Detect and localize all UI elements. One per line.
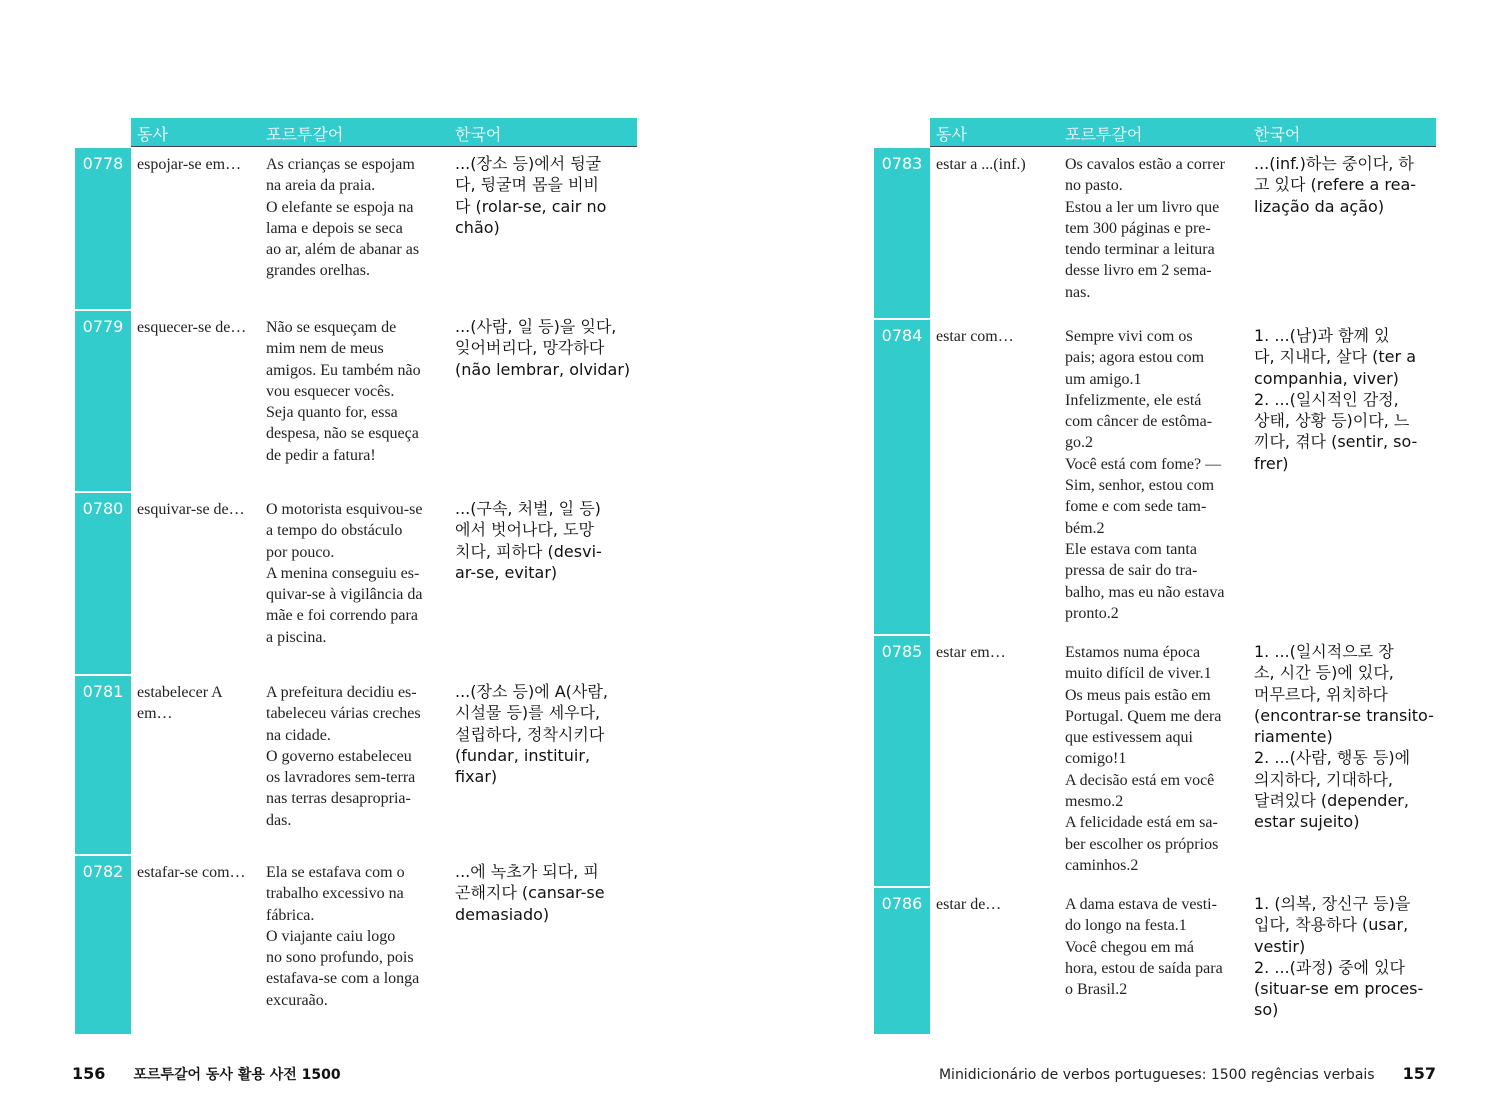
example-line: a piscina. <box>266 628 327 646</box>
example-line: do longo na festa.1 <box>1065 917 1187 935</box>
korean-line: chão) <box>455 217 500 237</box>
example-line: Portugal. Quem me dera <box>1065 707 1222 725</box>
korean-line: 1. (의복, 장신구 등)을 <box>1254 894 1411 913</box>
entry-number: 0785 <box>881 642 923 661</box>
korean-line: ...(장소 등)에 A(사람, <box>455 682 608 701</box>
example-line: nas terras desapropria- <box>266 790 411 808</box>
korean-line: (encontrar-se transito- <box>1254 705 1434 725</box>
example-line: na cidade. <box>266 726 331 744</box>
entry-korean <box>455 861 637 925</box>
korean-line: (fundar, instituir, fixar) <box>455 745 591 787</box>
example-line: quivar-se à vigilância da <box>266 586 423 604</box>
korean-line: lização da ação) <box>1254 196 1385 216</box>
header-korean: 한국어 <box>455 125 502 144</box>
entry-0783 <box>874 148 1436 318</box>
example-line: pronto.2 <box>1065 604 1119 622</box>
entry-examples <box>266 317 446 466</box>
entry-0781 <box>75 676 637 854</box>
entry-0784 <box>874 320 1436 634</box>
korean-line: estar sujeito) <box>1254 812 1360 832</box>
example-line: ber escolher os próprios <box>1065 835 1219 853</box>
korean-line: ...에 녹초가 되다, 피 <box>455 862 599 881</box>
korean-line: 1. ...(일시적으로 장 <box>1254 642 1394 661</box>
example-line: a tempo do obstáculo <box>266 522 403 540</box>
example-line: despesa, não se esqueça <box>266 425 419 443</box>
example-line: de pedir a fatura! <box>266 446 376 464</box>
left-page <box>75 118 637 1034</box>
korean-line: 2. ...(일시적인 감정, <box>1254 389 1399 409</box>
entry-verb: estar a ...(inf.) <box>936 156 1026 173</box>
example-line: Não se esqueçam de <box>266 319 397 336</box>
example-line: hora, estou de saída para <box>1065 959 1223 977</box>
korean-line: 의지하다, 기대하다, <box>1254 769 1393 789</box>
page-number: 156 <box>72 1064 106 1083</box>
example-line: excuraão. <box>266 991 328 1009</box>
korean-line: 에서 벗어나다, 도망 <box>455 520 594 540</box>
entry-number: 0778 <box>82 154 124 173</box>
example-line: tem 300 páginas e pre- <box>1065 219 1211 237</box>
korean-line: 상태, 상황 등)이다, 느 <box>1254 411 1410 431</box>
korean-line: 끼다, 겪다 (sentir, so- <box>1254 432 1418 452</box>
example-line: A dama estava de vesti- <box>1065 896 1217 913</box>
example-line: um amigo.1 <box>1065 370 1142 388</box>
example-line: na areia da praia. <box>266 177 376 195</box>
header-rule <box>131 146 637 147</box>
left-footer <box>72 1064 341 1084</box>
entry-number: 0783 <box>881 154 923 173</box>
example-line: Estou a ler um livro que <box>1065 198 1220 216</box>
korean-line: ...(사람, 일 등)을 잊다, <box>455 317 617 336</box>
example-line: balho, mas eu não estava <box>1065 583 1225 601</box>
right-footer <box>939 1064 1436 1083</box>
entry-korean <box>455 153 637 238</box>
example-line: amigos. Eu também não <box>266 361 421 379</box>
entry-examples <box>1065 154 1245 303</box>
entry-examples <box>1065 326 1245 624</box>
example-line: fome e com sede tam- <box>1065 498 1207 516</box>
korean-line: riamente) <box>1254 727 1333 747</box>
header-portuguese: 포르투갈어 <box>1065 125 1143 144</box>
korean-line: 다, 지내다, 살다 (ter a <box>1254 347 1416 367</box>
entry-number: 0782 <box>82 862 124 881</box>
example-line: O motorista esquivou-se <box>266 501 423 518</box>
entry-0780 <box>75 493 637 673</box>
entry-verb: esquivar-se de… <box>137 501 245 518</box>
example-line: estafava-se com a longa <box>266 970 420 988</box>
example-line: das. <box>266 811 292 829</box>
header-rule <box>930 146 1436 147</box>
book-title-korean: 포르투갈어 동사 활용 사전 1500 <box>133 1067 341 1083</box>
korean-line: 2. ...(과정) 중에 있다 <box>1254 957 1406 977</box>
example-line: tabeleceu várias creches <box>266 705 421 723</box>
example-line: A menina conseguiu es- <box>266 564 420 582</box>
example-line: O viajante caiu logo <box>266 927 396 945</box>
example-line: Você está com fome? — <box>1065 455 1222 473</box>
example-line: nas. <box>1065 283 1091 301</box>
entry-korean <box>1254 325 1436 474</box>
example-line: grandes orelhas. <box>266 262 370 280</box>
example-line: Seja quanto for, essa <box>266 404 398 422</box>
entry-0779 <box>75 311 637 491</box>
entry-examples <box>266 682 446 831</box>
entry-number: 0781 <box>82 682 124 701</box>
korean-line: ...(구속, 처벌, 일 등) <box>455 499 601 518</box>
korean-line: 다, 뒹굴며 몸을 비비 <box>455 175 599 195</box>
korean-line: (situar-se em proces- <box>1254 979 1424 999</box>
example-line: com câncer de estôma- <box>1065 413 1213 431</box>
entry-verb: esquecer-se de… <box>137 319 247 336</box>
korean-line: ...(inf.)하는 중이다, 하 <box>1254 154 1414 173</box>
example-line: go.2 <box>1065 434 1093 452</box>
entry-verb: estafar-se com… <box>137 864 246 881</box>
example-line: ao ar, além de abanar as <box>266 241 420 259</box>
korean-line: 잊어버리다, 망각하다 <box>455 338 605 358</box>
example-line: comigo!1 <box>1065 750 1127 768</box>
korean-line: 치다, 피하다 (desvi- <box>455 541 602 561</box>
example-line: A decisão está em você <box>1065 771 1215 789</box>
entry-number: 0779 <box>82 317 124 336</box>
entry-examples <box>1065 642 1245 876</box>
example-line: mim nem de meus <box>266 340 384 358</box>
korean-line: ...(장소 등)에서 뒹굴 <box>455 154 602 173</box>
korean-line: 곤해지다 (cansar-se <box>455 883 605 903</box>
example-line: o Brasil.2 <box>1065 981 1128 999</box>
korean-line: 설립하다, 정착시키다 <box>455 724 605 744</box>
entry-verb: espojar-se em… <box>137 156 242 173</box>
korean-line: 달려있다 (depender, <box>1254 791 1409 811</box>
example-line: os lavradores sem-terra <box>266 769 416 787</box>
example-line: pressa de sair do tra- <box>1065 562 1198 580</box>
entry-verb: estar em… <box>936 644 1006 661</box>
header-korean: 한국어 <box>1254 125 1301 144</box>
entry-number: 0780 <box>82 499 124 518</box>
entry-0786 <box>874 888 1436 1034</box>
header-verb: 동사 <box>137 125 168 144</box>
korean-line: 소, 시간 등)에 있다, <box>1254 663 1394 683</box>
entry-0778 <box>75 148 637 310</box>
page-number: 157 <box>1402 1064 1436 1083</box>
entry-korean <box>455 681 637 787</box>
korean-line: 2. ...(사람, 행동 등)에 <box>1254 748 1411 768</box>
example-line: Os cavalos estão a correr <box>1065 156 1225 173</box>
example-line: desse livro em 2 sema- <box>1065 262 1212 280</box>
entry-examples <box>266 154 446 282</box>
korean-line: 입다, 착용하다 (usar, <box>1254 915 1409 935</box>
example-line: A felicidade está em sa- <box>1065 814 1218 832</box>
example-line: Sim, senhor, estou com <box>1065 477 1215 495</box>
entry-0782 <box>75 856 637 1034</box>
entry-0785 <box>874 636 1436 886</box>
example-line: Ela se estafava com o <box>266 864 405 881</box>
example-line: O governo estabeleceu <box>266 747 412 765</box>
example-line: Você chegou em má <box>1065 938 1194 956</box>
example-line: fábrica. <box>266 906 315 924</box>
example-line: no sono profundo, pois <box>266 949 414 967</box>
entry-examples <box>266 499 446 648</box>
entry-korean <box>1254 641 1436 833</box>
example-line: lama e depois se seca <box>266 219 403 237</box>
right-page <box>874 118 1436 1034</box>
example-line: muito difícil de viver.1 <box>1065 665 1212 683</box>
entry-korean <box>455 316 637 380</box>
korean-line: ar-se, evitar) <box>455 562 558 582</box>
entry-examples <box>1065 894 1245 1000</box>
example-line: Os meus pais estão em <box>1065 686 1211 704</box>
example-line: por pouco. <box>266 543 335 561</box>
example-line: vou esquecer vocês. <box>266 382 395 400</box>
table-header <box>930 118 1436 146</box>
example-line: bém.2 <box>1065 519 1105 537</box>
example-line: Ele estava com tanta <box>1065 540 1197 558</box>
entry-korean <box>1254 893 1436 1021</box>
entry-number: 0784 <box>881 326 923 345</box>
entry-korean <box>455 498 637 583</box>
entry-verb: estabelecer A em… <box>137 684 222 723</box>
example-line: O elefante se espoja na <box>266 198 414 216</box>
example-line: que estivessem aqui <box>1065 729 1193 747</box>
example-line: trabalho excessivo na <box>266 885 404 903</box>
header-verb: 동사 <box>936 125 967 144</box>
entry-examples <box>266 862 446 1011</box>
entry-number: 0786 <box>881 894 923 913</box>
example-line: Sempre vivi com os <box>1065 328 1193 345</box>
entry-korean <box>1254 153 1436 217</box>
table-header <box>131 118 637 146</box>
korean-line: frer) <box>1254 453 1289 473</box>
example-line: no pasto. <box>1065 177 1123 195</box>
entry-verb: estar com… <box>936 328 1014 345</box>
header-portuguese: 포르투갈어 <box>266 125 344 144</box>
entry-verb: estar de… <box>936 896 1002 913</box>
korean-line: companhia, viver) <box>1254 368 1399 388</box>
example-line: tendo terminar a leitura <box>1065 241 1215 259</box>
korean-line: 1. ...(남)과 함께 있 <box>1254 326 1390 345</box>
example-line: As crianças se espojam <box>266 156 415 173</box>
korean-line: so) <box>1254 1000 1279 1020</box>
example-line: caminhos.2 <box>1065 856 1139 874</box>
korean-line: vestir) <box>1254 936 1306 956</box>
korean-line: 머무르다, 위치하다 <box>1254 684 1388 704</box>
korean-line: (não lembrar, olvidar) <box>455 359 631 379</box>
example-line: Infelizmente, ele está <box>1065 391 1202 409</box>
korean-line: demasiado) <box>455 904 550 924</box>
example-line: A prefeitura decidiu es- <box>266 684 417 701</box>
example-line: pais; agora estou com <box>1065 349 1205 367</box>
example-line: mesmo.2 <box>1065 793 1124 811</box>
book-title-portuguese: Minidicionário de verbos portugueses: 1500 regências verbais <box>938 1067 1375 1083</box>
example-line: mãe e foi correndo para <box>266 607 418 625</box>
korean-line: 다 (rolar-se, cair no <box>455 196 607 216</box>
example-line: Estamos numa época <box>1065 644 1201 661</box>
korean-line: 고 있다 (refere a rea- <box>1254 175 1417 195</box>
korean-line: 시설물 등)를 세우다, <box>455 703 601 723</box>
